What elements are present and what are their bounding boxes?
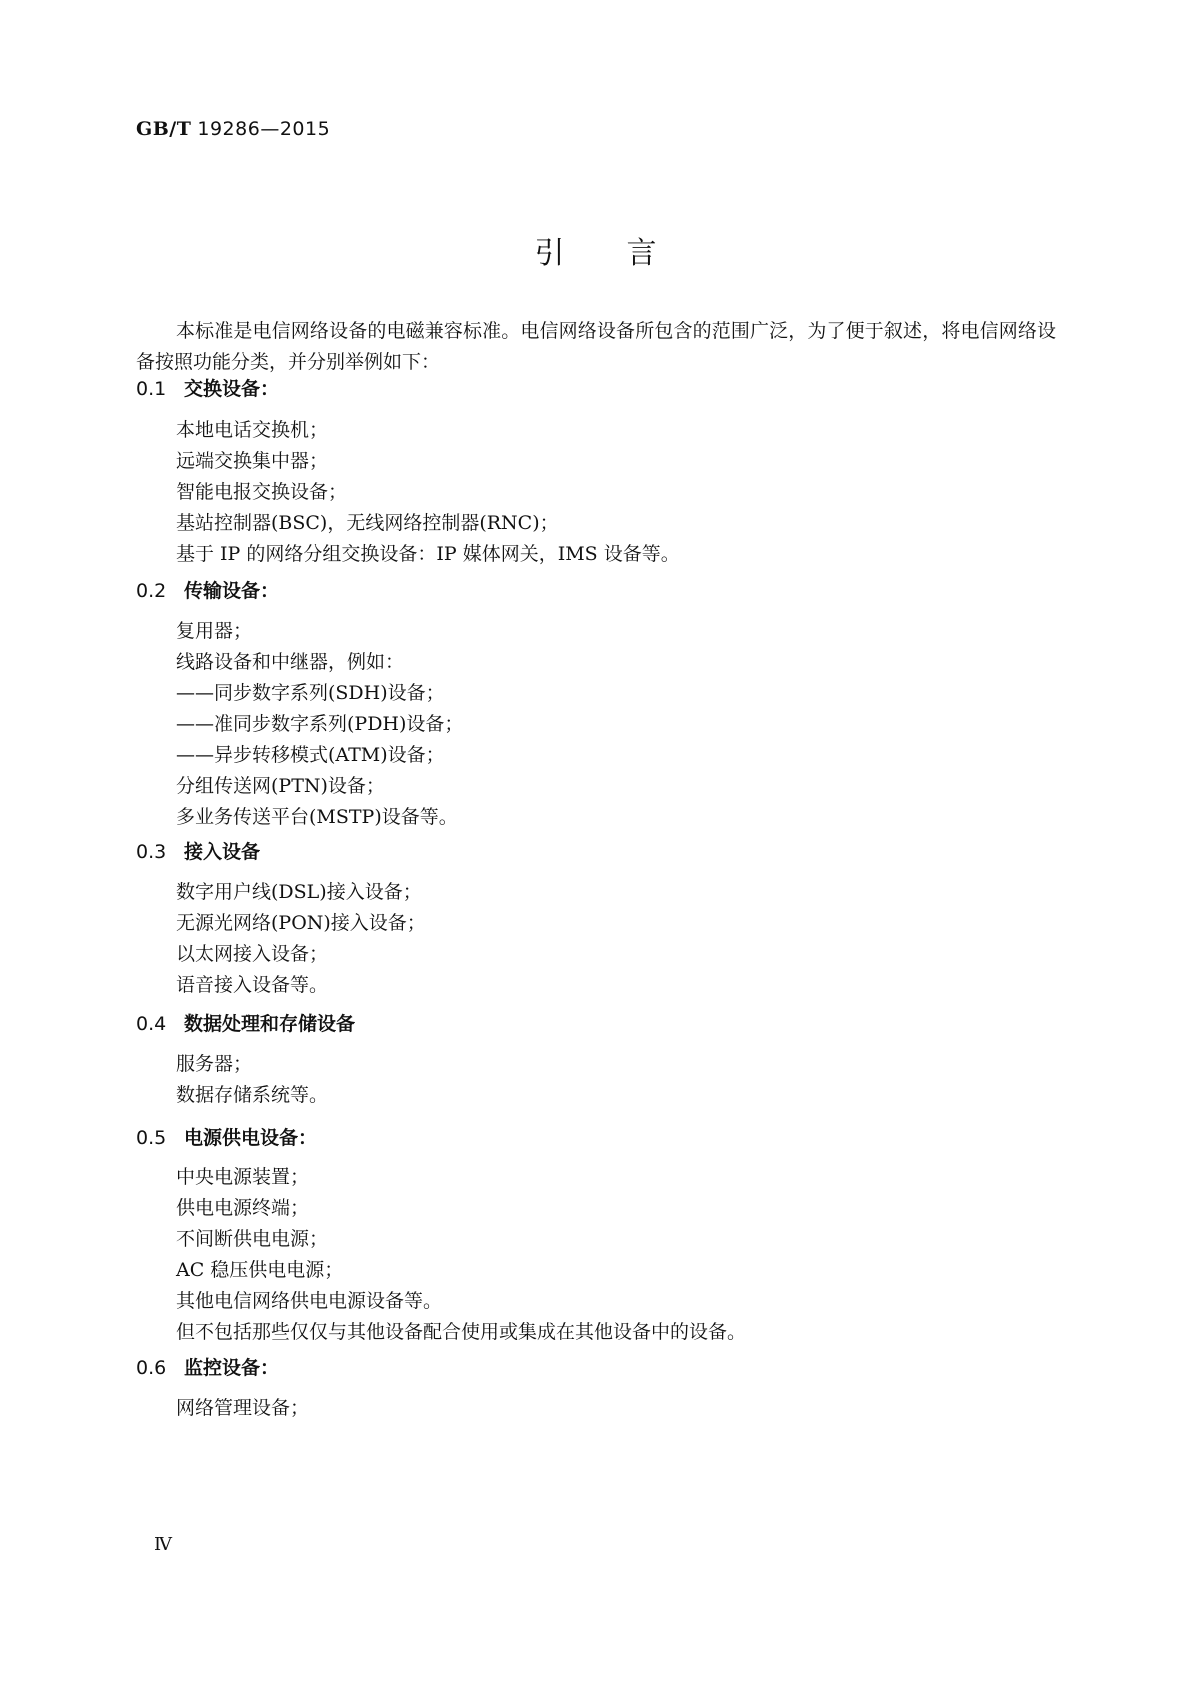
- standard-prefix: GB/T: [136, 118, 192, 140]
- list-item: AC 稳压供电电源；: [176, 1259, 344, 1281]
- section-list-0-2: [176, 616, 463, 833]
- list-item: 供电电源终端；: [176, 1197, 310, 1219]
- section-title: 电源供电设备：: [184, 1127, 318, 1149]
- section-number: 0.5: [136, 1127, 167, 1149]
- intro-paragraph: 本标准是电信网络设备的电磁兼容标准。电信网络设备所包含的范围广泛，为了便于叙述，将电信网络设备按照功能分类，并分别举例如下：: [136, 320, 1056, 373]
- standard-identifier: [136, 118, 330, 140]
- list-item: ——异步转移模式(ATM)设备；: [176, 744, 445, 766]
- list-item: 分组传送网(PTN)设备；: [176, 775, 385, 797]
- section-heading-0-6: [136, 1353, 279, 1380]
- list-item: 基于 IP 的网络分组交换设备：IP 媒体网关，IMS 设备等。: [176, 543, 680, 565]
- list-item: 本地电话交换机；: [176, 419, 329, 441]
- section-title: 交换设备：: [184, 378, 280, 400]
- section-title: 数据处理和存储设备: [184, 1013, 356, 1035]
- section-number: 0.3: [136, 841, 167, 863]
- list-item: 网络管理设备；: [176, 1397, 310, 1419]
- section-list-0-1: [176, 415, 680, 570]
- section-number: 0.1: [136, 378, 167, 400]
- list-item: 以太网接入设备；: [176, 943, 329, 965]
- list-item: ——同步数字系列(SDH)设备；: [176, 682, 445, 704]
- list-item: 无源光网络(PON)接入设备；: [176, 912, 426, 934]
- section-title: 接入设备: [184, 841, 261, 863]
- list-item: 语音接入设备等。: [176, 974, 329, 996]
- list-item: 不间断供电电源；: [176, 1228, 329, 1250]
- list-item: ——准同步数字系列(PDH)设备；: [176, 713, 464, 735]
- list-item: 数据存储系统等。: [176, 1084, 329, 1106]
- section-title: 传输设备：: [184, 580, 280, 602]
- section-list-0-6: [176, 1393, 309, 1424]
- section-list-0-3: [176, 877, 426, 1001]
- section-list-0-5: [176, 1162, 746, 1348]
- list-item: 线路设备和中继器，例如：: [176, 651, 405, 673]
- section-number: 0.6: [136, 1357, 167, 1379]
- list-item: 数字用户线(DSL)接入设备；: [176, 881, 422, 903]
- list-item: 其他电信网络供电电源设备等。: [176, 1290, 443, 1312]
- standard-number: 19286—2015: [197, 118, 331, 140]
- section-heading-0-3: [136, 837, 260, 864]
- section-number: 0.4: [136, 1013, 167, 1035]
- section-heading-0-4: [136, 1009, 355, 1036]
- page-title: 引言: [534, 236, 719, 271]
- list-item: 智能电报交换设备；: [176, 481, 348, 503]
- list-item: 多业务传送平台(MSTP)设备等。: [176, 806, 458, 828]
- section-list-0-4: [176, 1049, 328, 1111]
- list-item: 复用器；: [176, 620, 253, 642]
- section-heading-0-5: [136, 1123, 317, 1150]
- list-item: 服务器；: [176, 1053, 253, 1075]
- section-number: 0.2: [136, 580, 167, 602]
- section-heading-0-1: [136, 374, 279, 401]
- list-item: 基站控制器(BSC)，无线网络控制器(RNC)；: [176, 512, 559, 534]
- list-item: 远端交换集中器；: [176, 450, 329, 472]
- list-item: 中央电源装置；: [176, 1166, 310, 1188]
- page-number: Ⅳ: [154, 1534, 172, 1555]
- list-item: 但不包括那些仅仅与其他设备配合使用或集成在其他设备中的设备。: [176, 1321, 747, 1343]
- section-title: 监控设备：: [184, 1357, 280, 1379]
- section-heading-0-2: [136, 576, 279, 603]
